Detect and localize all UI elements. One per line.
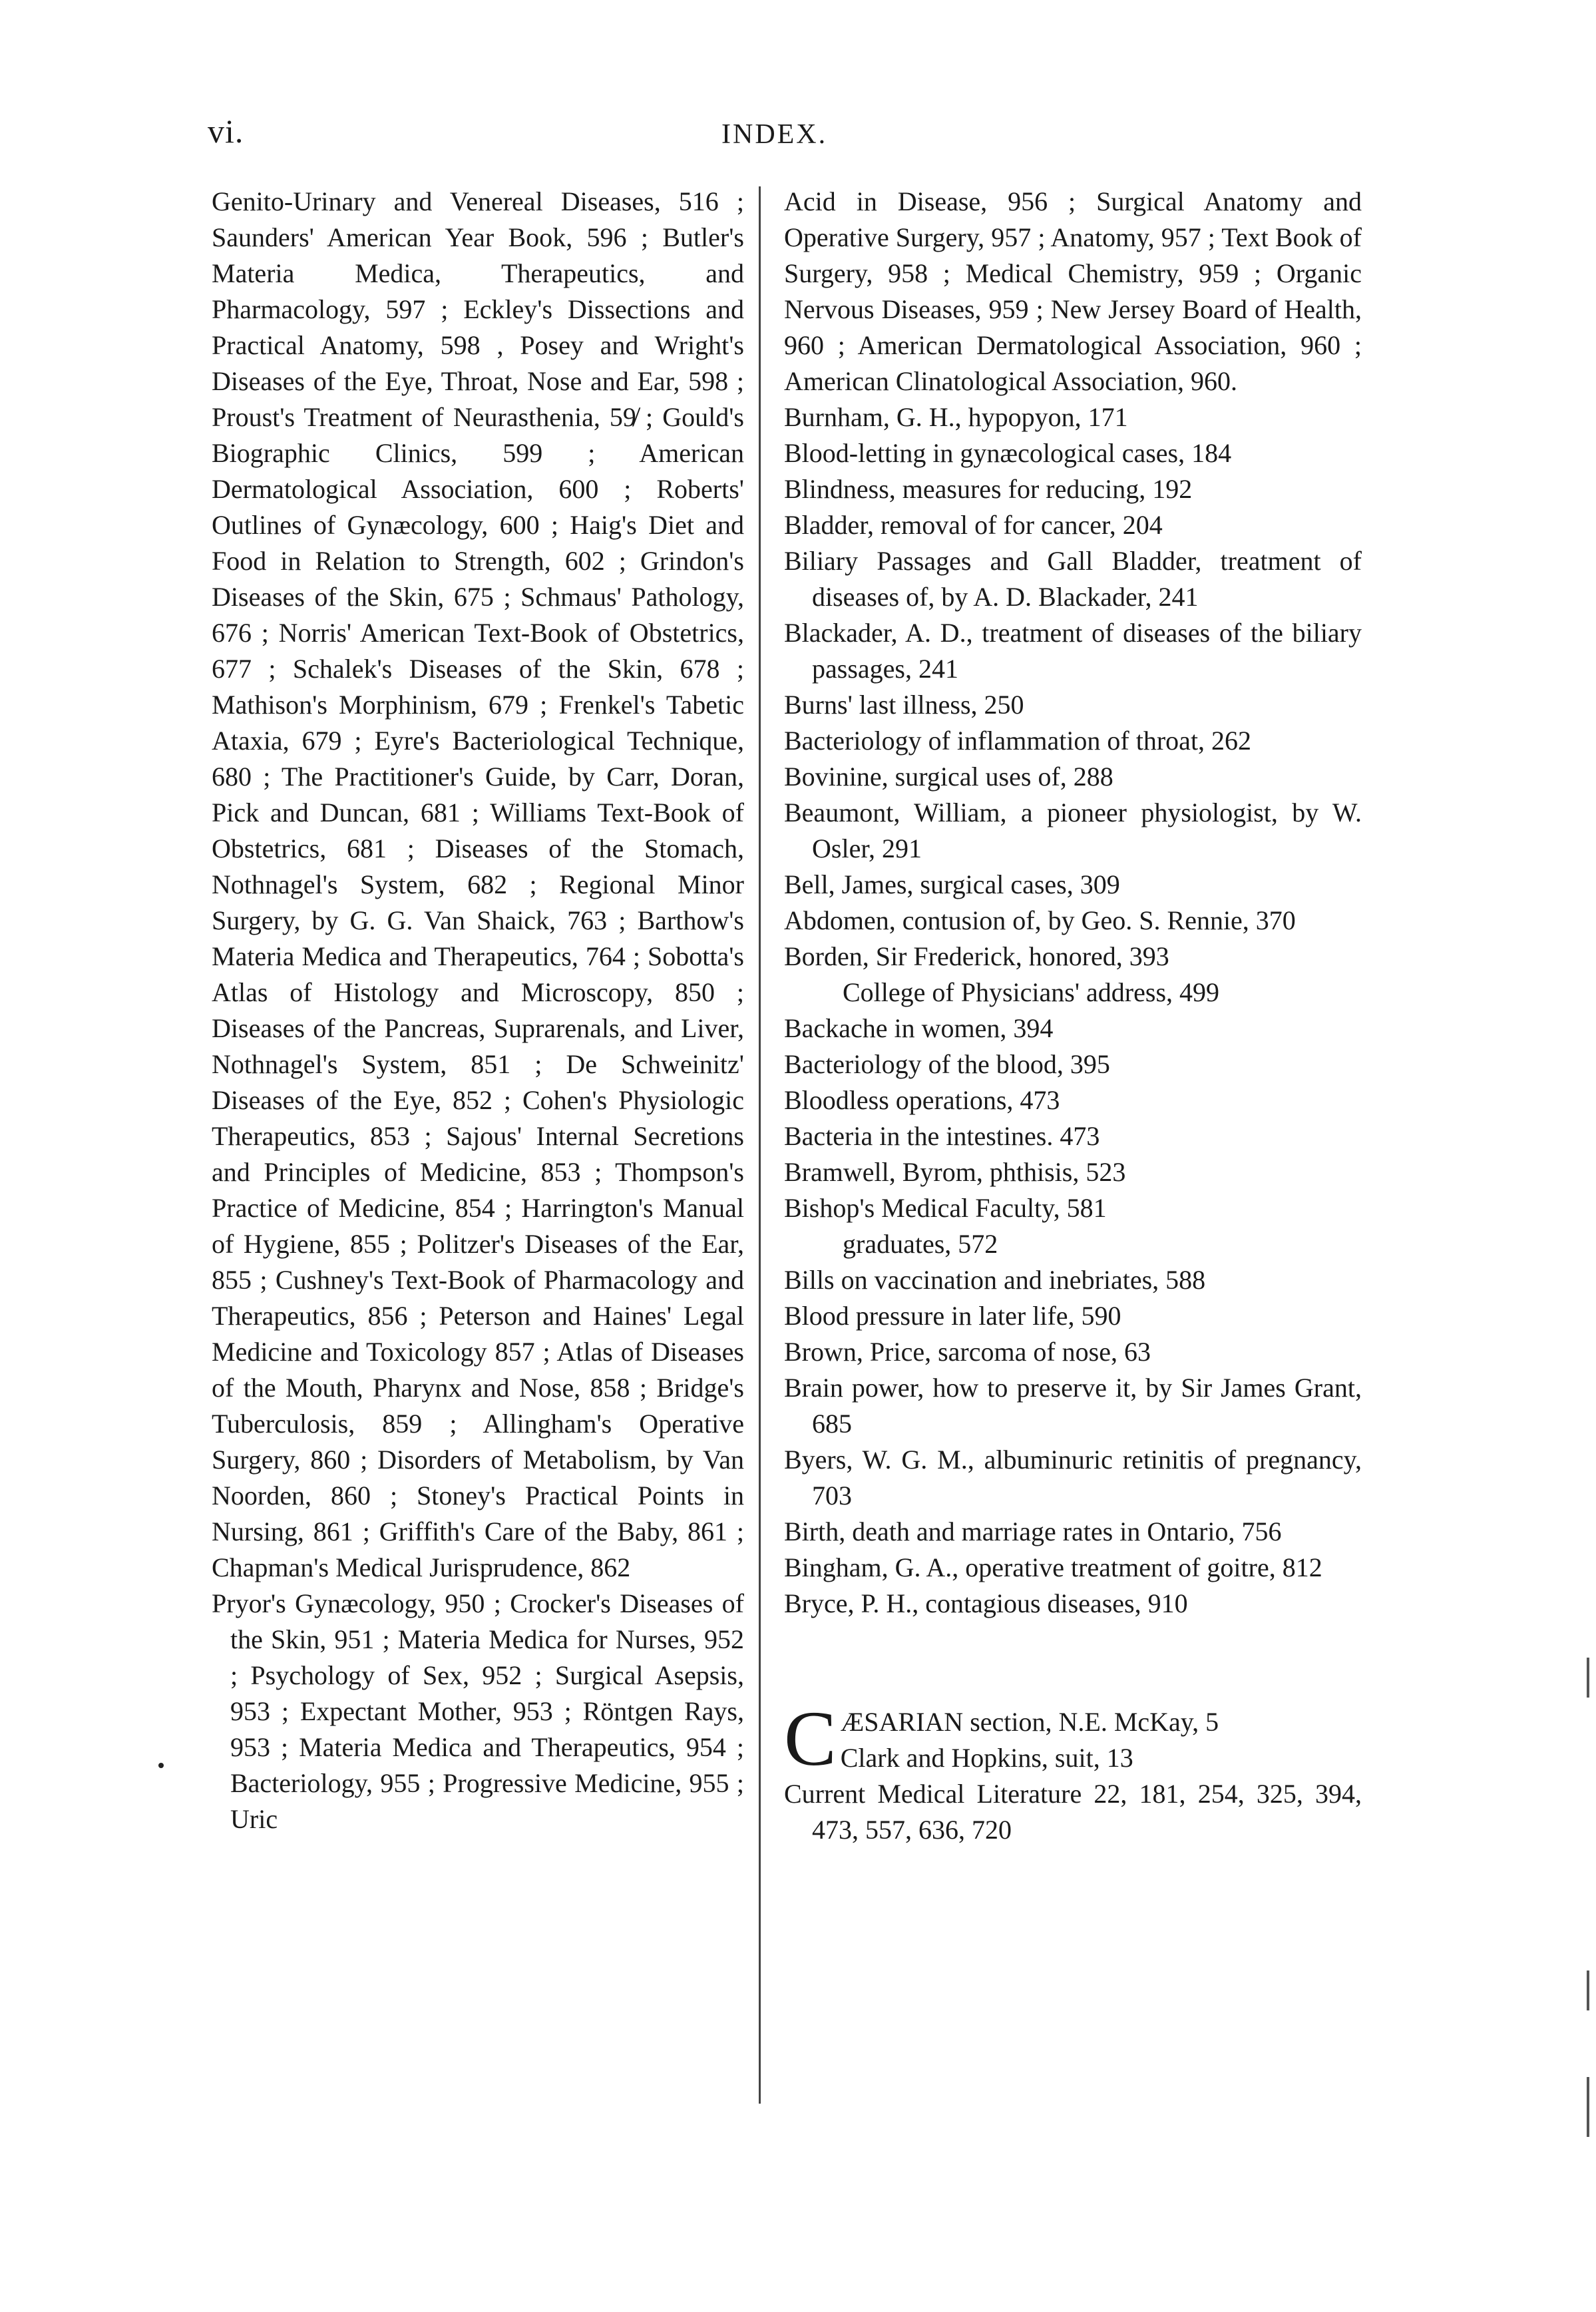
c-entry-sub: Clark and Hopkins, suit, 13 [840, 1743, 1133, 1773]
index-entry: Burnham, G. H., hypopyon, 171 [784, 402, 1128, 432]
index-entry: Byers, W. G. M., albuminuric retinitis of pregnancy, 703 [784, 1445, 1362, 1510]
index-entry: Brain power, how to preserve it, by Sir James Grant, 685 [784, 1373, 1362, 1439]
c-entry-main: ÆSARIAN section, N.E. McKay, 5 [840, 1707, 1219, 1737]
left-column [212, 184, 744, 1837]
index-entry: Backache in women, 394 [784, 1013, 1054, 1043]
index-entry: Borden, Sir Frederick, honored, 393 [784, 941, 1169, 971]
index-entry: Bingham, G. A., operative treatment of goitre, 812 [784, 1552, 1322, 1582]
index-entry: Blackader, A. D., treatment of diseases of the biliary passages, 241 [784, 618, 1362, 684]
stray-mark [158, 1763, 164, 1768]
index-entry: Bacteriology of the blood, 395 [784, 1049, 1110, 1079]
index-entry: Bell, James, surgical cases, 309 [784, 869, 1120, 899]
index-entry: Bacteriology of inflammation of throat, 262 [784, 726, 1252, 756]
index-entry: Blood pressure in later life, 590 [784, 1301, 1121, 1331]
edge-scan-mark [1587, 2077, 1589, 2137]
index-entry: Blindness, measures for reducing, 192 [784, 474, 1193, 504]
index-entry: Bacteria in the intestines. 473 [784, 1121, 1100, 1151]
section-gap [784, 1622, 1362, 1704]
index-entry: Biliary Passages and Gall Bladder, treatment of diseases of, by A. D. Blackader, 241 [784, 546, 1362, 612]
page-number: vi. [208, 113, 244, 150]
index-entry: Brown, Price, sarcoma of nose, 63 [784, 1337, 1151, 1367]
index-entry: Bovinine, surgical uses of, 288 [784, 762, 1113, 792]
c-section-first-entry [784, 1695, 1362, 1782]
index-entry: Burns' last illness, 250 [784, 690, 1024, 720]
reviews-paragraph-pryor: Pryor's Gynæcology, 950 ; Crocker's Diseases of the Skin, 951 ; Materia Medica for Nurses, 952 ; Psychology of Sex, 952 ; Surgical Asepsis, 953 ; Expectant Mother, 953 ; Röntgen Rays, 953 ; Materia Medica and Therapeutics, 954 ; Bacteriology, 955 ; Progressive Medicine, 955 ; Uric [212, 1588, 744, 1834]
index-entry: Bladder, removal of for cancer, 204 [784, 510, 1163, 540]
column-divider [759, 186, 761, 2104]
index-entry: Current Medical Literature 22, 181, 254, 325, 394, 473, 557, 636, 720 [784, 1779, 1362, 1845]
edge-scan-mark [1587, 1658, 1589, 1698]
index-entry: Beaumont, William, a pioneer physiologist, by W. Osler, 291 [784, 798, 1362, 863]
reviews-paragraph-continued: Genito-Urinary and Venereal Diseases, 516 ; Saunders' American Year Book, 596 ; Butler's Materia Medica, Therapeutics, and Pharmacology, 597 ; Eckley's Dissections and Practical Anatomy, 598 , Posey and Wright's Diseases of the Eye, Throat, Nose and Ear, 598 ; Proust's Treatment of Neurasthenia, 59̸ ; Gould's Biographic Clinics, 599 ; American Dermatological Association, 600 ; Roberts' Outlines of Gynæcology, 600 ; Haig's Diet and Food in Relation to Strength, 602 ; Grindon's Diseases of the Skin, 675 ; Schmaus' Pathology, 676 ; Norris' American Text-Book of Obstetrics, 677 ; Schalek's Diseases of the Skin, 678 ; Mathison's Morphinism, 679 ; Frenkel's Tabetic Ataxia, 679 ; Eyre's Bacteriological Technique, 680 ; The Practitioner's Guide, by Carr, Doran, Pick and Duncan, 681 ; Williams Text-Book of Obstetrics, 681 ; Diseases of the Stomach, Nothnagel's System, 682 ; Regional Minor Surgery, by G. G. Van Shaick, 763 ; Barthow's Materia Medica and Therapeutics, 764 ; Sobotta's Atlas of Histology and Microscopy, 850 ; Diseases of the Pancreas, Suprarenals, and Liver, Nothnagel's System, 851 ; De Schweinitz' Diseases of the Eye, 852 ; Cohen's Physiologic Therapeutics, 853 ; Sajous' Internal Secretions and Principles of Medicine, 853 ; Thompson's Practice of Medicine, 854 ; Harrington's Manual of Hygiene, 855 ; Politzer's Diseases of the Ear, 855 ; Cushney's Text-Book of Pharmacology and Therapeutics, 856 ; Peterson and Haines' Legal Medicine and Toxicology 857 ; Atlas of Diseases of the Mouth, Pharynx and Nose, 858 ; Bridge's Tuberculosis, 859 ; Allingham's Operative Surgery, 860 ; Disorders of Metabolism, by Van Noorden, 860 ; Stoney's Practical Points in Nursing, 861 ; Griffith's Care of the Baby, 861 ; Chapman's Medical Jurisprudence, 862 [212, 186, 744, 1582]
index-entry: Bishop's Medical Faculty, 581 [784, 1193, 1107, 1223]
index-entry: Birth, death and marriage rates in Ontario, 756 [784, 1516, 1282, 1546]
index-subentry: College of Physicians' address, 499 [843, 977, 1220, 1007]
index-entry: Bills on vaccination and inebriates, 588 [784, 1265, 1206, 1295]
c-entries-list [784, 1776, 1362, 1848]
index-entry: Blood-letting in gynæcological cases, 184 [784, 438, 1232, 468]
index-entry: Bryce, P. H., contagious diseases, 910 [784, 1588, 1188, 1618]
page-title: INDEX. [721, 119, 828, 150]
right-continuation-paragraph: Acid in Disease, 956 ; Surgical Anatomy and Operative Surgery, 957 ; Anatomy, 957 ; Text Book of Surgery, 958 ; Medical Chemistry, 959 ; Organic Nervous Diseases, 959 ; New Jersey Board of Health, 960 ; American Dermatological Association, 960 ; American Clinatological Association, 960. [784, 186, 1362, 396]
drop-cap-letter: C [784, 1695, 837, 1782]
index-subentry: graduates, 572 [843, 1229, 998, 1259]
right-column [784, 184, 1362, 1848]
b-entries-list [784, 399, 1362, 1622]
index-entry: Abdomen, contusion of, by Geo. S. Rennie, 370 [784, 905, 1296, 935]
edge-scan-mark [1587, 1970, 1589, 2010]
index-entry: Bramwell, Byrom, phthisis, 523 [784, 1157, 1126, 1187]
index-entry: Bloodless operations, 473 [784, 1085, 1060, 1115]
